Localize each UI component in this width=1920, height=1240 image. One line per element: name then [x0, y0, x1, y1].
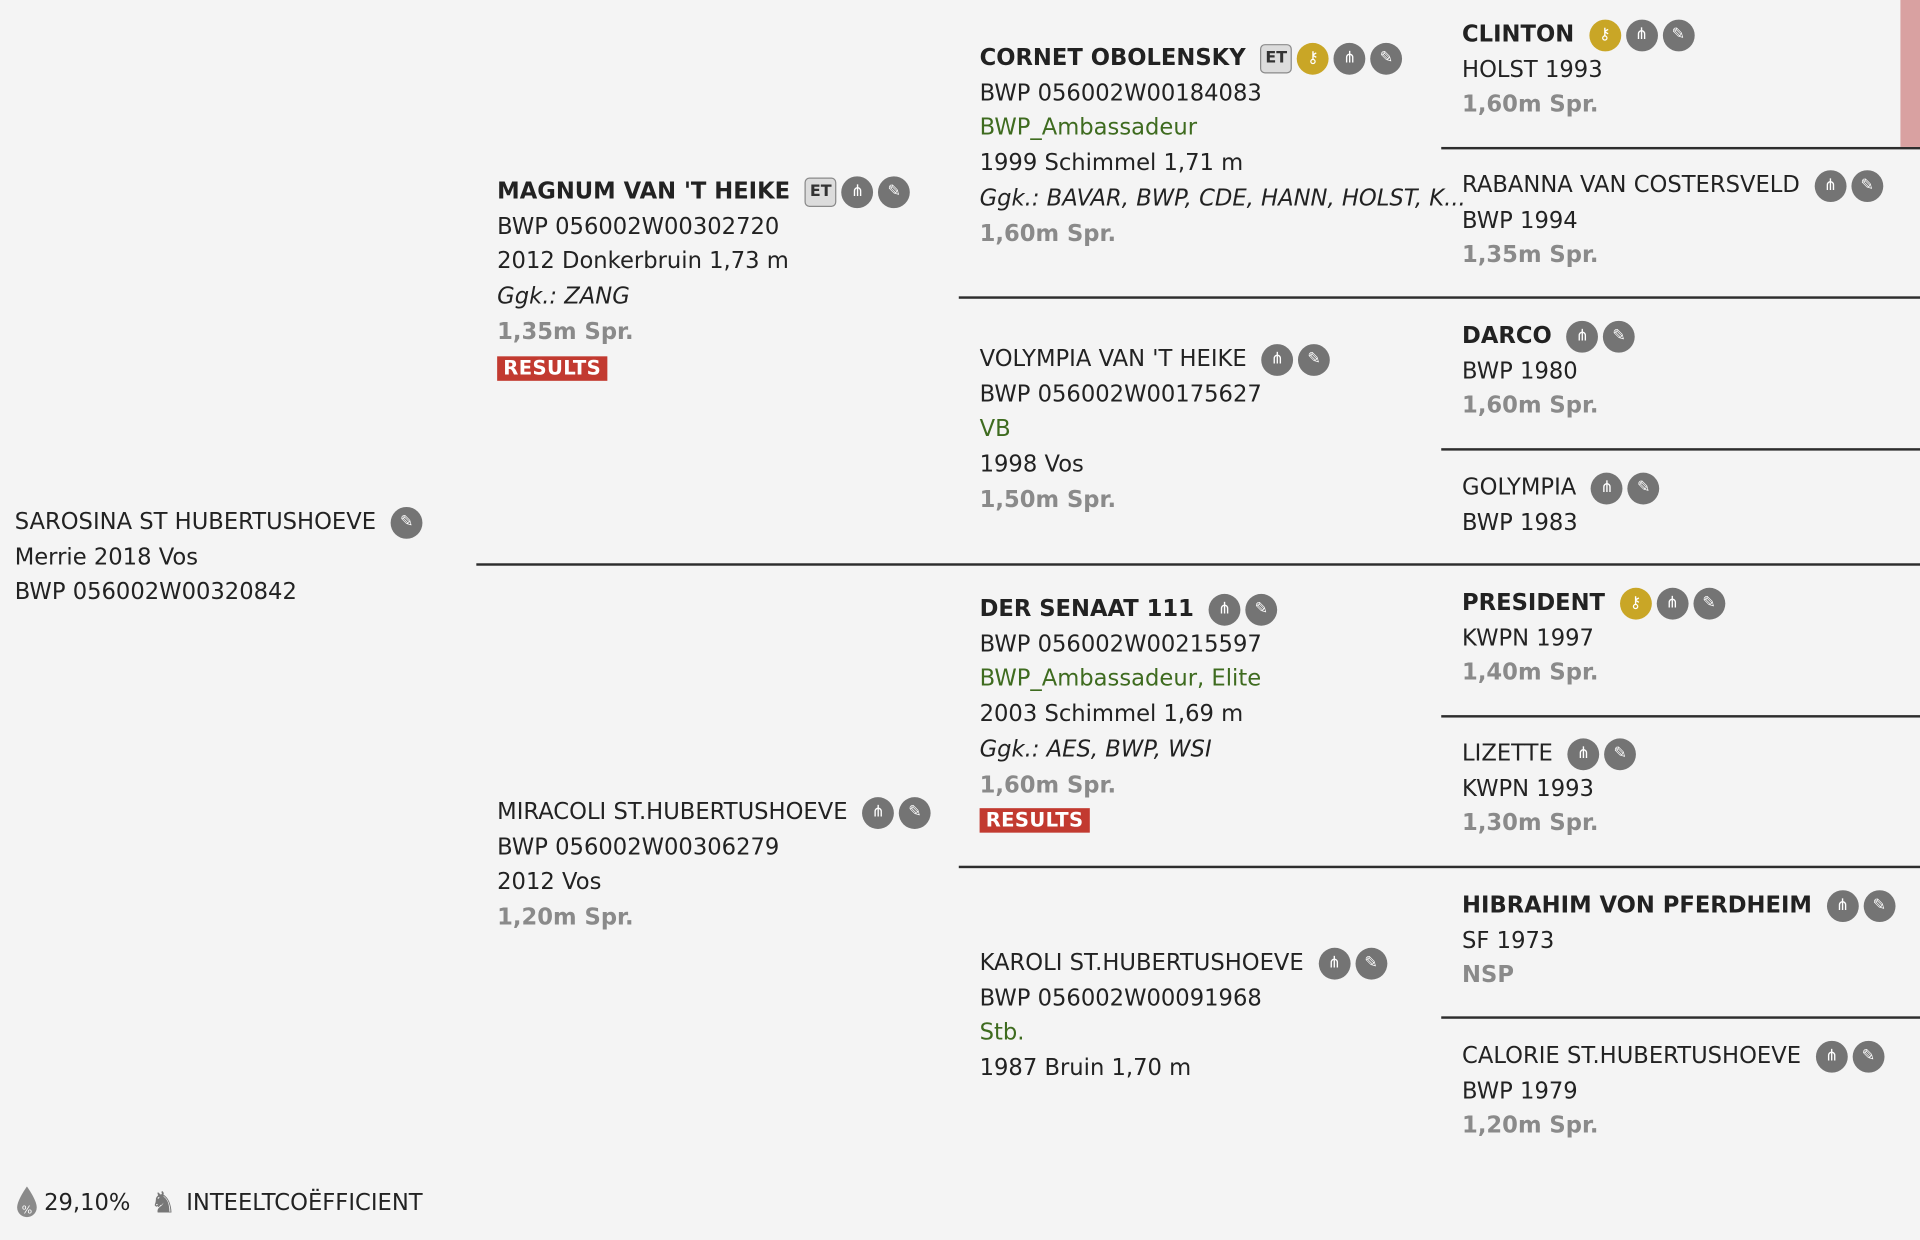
- edit-icon[interactable]: ✎: [1604, 739, 1636, 771]
- pedigree-tree-icon[interactable]: ⋔: [1626, 20, 1658, 52]
- inbreeding-label[interactable]: INTEELTCOËFFICIENT: [186, 1189, 423, 1216]
- scrollbar-thumb[interactable]: [1900, 0, 1920, 147]
- sire-registration: BWP 056002W00302720: [497, 213, 780, 240]
- pedigree-tree-icon[interactable]: ⋔: [1815, 171, 1847, 203]
- pedigree-tree-icon[interactable]: ⋔: [842, 177, 874, 209]
- divider: [1441, 715, 1920, 717]
- pedigree-tree-icon[interactable]: ⋔: [1567, 739, 1599, 771]
- divider: [959, 296, 1920, 298]
- edit-icon[interactable]: ✎: [1863, 891, 1895, 923]
- divider: [1441, 147, 1920, 149]
- edit-icon[interactable]: ✎: [878, 177, 910, 209]
- horse-registration: BWP 056002W00184083: [979, 80, 1262, 107]
- granddam-maternal: [980, 947, 1387, 1088]
- key-icon[interactable]: ⚷: [1620, 588, 1652, 620]
- horse-predicate: BWP_Ambassadeur: [979, 115, 1198, 142]
- edit-icon[interactable]: ✎: [1851, 171, 1883, 203]
- pedigree-tree-icon[interactable]: ⋔: [1816, 1041, 1848, 1073]
- dam: [497, 796, 931, 937]
- edit-icon[interactable]: ✎: [391, 507, 423, 539]
- et-badge-icon: ET: [805, 178, 837, 207]
- horse-icon: ♞: [150, 1185, 177, 1220]
- ancestor-gen3: [1462, 18, 1694, 123]
- grandsire-maternal: [980, 593, 1278, 839]
- horse-name[interactable]: CLINTON: [1462, 22, 1575, 48]
- sire-studbooks: Ggk.: ZANG: [497, 284, 630, 310]
- divider: [476, 563, 1920, 565]
- edit-icon[interactable]: ✎: [1371, 43, 1403, 75]
- divider: [1441, 448, 1920, 450]
- ancestor-gen3: [1462, 169, 1883, 274]
- horse-info: BWP 1994: [1462, 207, 1578, 234]
- key-icon[interactable]: ⚷: [1297, 43, 1329, 75]
- horse-name[interactable]: DER SENAAT 111: [979, 596, 1194, 623]
- horse-registration: BWP 056002W00175627: [979, 381, 1262, 408]
- svg-text:%: %: [21, 1203, 33, 1217]
- horse-predicate: BWP_Ambassadeur, Elite: [979, 666, 1262, 693]
- edit-icon[interactable]: ✎: [1662, 20, 1694, 52]
- ancestor-gen3: [1462, 737, 1636, 842]
- results-button[interactable]: RESULTS: [980, 808, 1090, 832]
- pedigree-tree-icon[interactable]: ⋔: [862, 798, 894, 830]
- horse-jumping-level: 1,50m Spr.: [979, 487, 1117, 513]
- sire-info: 2012 Donkerbruin 1,73 m: [497, 249, 789, 275]
- edit-icon[interactable]: ✎: [1852, 1041, 1884, 1073]
- sire: [497, 175, 910, 386]
- horse-jumping-level: 1,20m Spr.: [1462, 1113, 1599, 1140]
- pedigree-tree-icon[interactable]: ⋔: [1334, 43, 1366, 75]
- pedigree-tree-icon[interactable]: ⋔: [1827, 891, 1859, 923]
- dam-jumping-level: 1,20m Spr.: [497, 905, 634, 931]
- results-button[interactable]: RESULTS: [497, 356, 607, 380]
- horse-jumping-level: NSP: [1462, 962, 1514, 989]
- edit-icon[interactable]: ✎: [1628, 473, 1660, 505]
- horse-info: 2003 Schimmel 1,69 m: [979, 701, 1244, 728]
- subject-horse: [15, 506, 423, 611]
- horse-info: 1987 Bruin 1,70 m: [979, 1055, 1192, 1082]
- horse-info: 1999 Schimmel 1,71 m: [979, 150, 1244, 177]
- horse-registration: BWP 056002W00215597: [979, 631, 1262, 658]
- edit-icon[interactable]: ✎: [1245, 594, 1277, 626]
- dam-info: 2012 Vos: [497, 869, 602, 896]
- horse-studbooks: Ggk.: BAVAR, BWP, CDE, HANN, HOLST, K...: [979, 185, 1466, 212]
- horse-name[interactable]: HIBRAHIM VON PFERDHEIM: [1462, 892, 1812, 919]
- horse-predicate: VB: [979, 416, 1011, 443]
- horse-jumping-level: 1,60m Spr.: [1462, 393, 1599, 420]
- horse-name[interactable]: CORNET OBOLENSKY: [979, 45, 1246, 72]
- horse-name[interactable]: VOLYMPIA VAN 'T HEIKE: [979, 346, 1247, 373]
- ancestor-gen3: [1462, 587, 1725, 692]
- horse-name[interactable]: PRESIDENT: [1462, 590, 1606, 616]
- key-icon[interactable]: ⚷: [1589, 20, 1621, 52]
- inbreeding-footer: [15, 1185, 423, 1219]
- horse-name[interactable]: RABANNA VAN COSTERSVELD: [1462, 172, 1800, 199]
- ancestor-gen3: [1462, 1040, 1884, 1145]
- horse-jumping-level: 1,60m Spr.: [1462, 92, 1599, 119]
- horse-jumping-level: 1,60m Spr.: [979, 221, 1117, 247]
- subject-name[interactable]: SAROSINA ST HUBERTUSHOEVE: [14, 509, 377, 536]
- ancestor-gen3: [1462, 320, 1635, 425]
- pedigree-tree-icon[interactable]: ⋔: [1566, 321, 1598, 353]
- horse-info: BWP 1983: [1462, 510, 1578, 536]
- horse-studbooks: Ggk.: AES, BWP, WSI: [979, 736, 1212, 763]
- horse-jumping-level: 1,60m Spr.: [979, 772, 1117, 798]
- sire-jumping-level: 1,35m Spr.: [497, 319, 634, 346]
- horse-info: BWP 1979: [1462, 1078, 1578, 1105]
- horse-jumping-level: 1,40m Spr.: [1462, 660, 1599, 687]
- edit-icon[interactable]: ✎: [1298, 345, 1330, 377]
- horse-info: HOLST 1993: [1462, 57, 1603, 83]
- granddam-paternal: [980, 343, 1330, 519]
- divider: [1441, 1016, 1920, 1018]
- dam-registration: BWP 056002W00306279: [497, 834, 780, 861]
- subject-sex-year-color: Merrie 2018 Vos: [14, 544, 199, 571]
- divider: [959, 866, 1920, 868]
- horse-name[interactable]: DARCO: [1462, 323, 1552, 349]
- horse-name[interactable]: KAROLI ST.HUBERTUSHOEVE: [979, 950, 1304, 976]
- horse-name[interactable]: CALORIE ST.HUBERTUSHOEVE: [1462, 1043, 1802, 1069]
- edit-icon[interactable]: ✎: [1355, 948, 1387, 980]
- subject-registration: BWP 056002W00320842: [14, 579, 297, 606]
- horse-registration: BWP 056002W00091968: [979, 985, 1262, 1012]
- edit-icon[interactable]: ✎: [1693, 588, 1725, 620]
- horse-info: 1998 Vos: [979, 451, 1084, 478]
- ancestor-gen3: [1462, 889, 1895, 994]
- horse-info: BWP 1980: [1462, 358, 1578, 385]
- pedigree-tree-icon[interactable]: ⋔: [1261, 345, 1293, 377]
- inbreeding-percentage: 29,10%: [44, 1189, 131, 1216]
- horse-info: KWPN 1997: [1462, 625, 1594, 652]
- dam-name[interactable]: MIRACOLI ST.HUBERTUSHOEVE: [497, 799, 848, 826]
- horse-name[interactable]: GOLYMPIA: [1462, 475, 1577, 501]
- pedigree-tree-icon[interactable]: ⋔: [1209, 594, 1241, 626]
- drop-percent-icon: [15, 1185, 39, 1219]
- pedigree-tree-icon[interactable]: ⋔: [1591, 473, 1623, 505]
- sire-name[interactable]: MAGNUM VAN 'T HEIKE: [497, 178, 791, 205]
- horse-jumping-level: 1,35m Spr.: [1462, 242, 1599, 269]
- edit-icon[interactable]: ✎: [899, 798, 931, 830]
- horse-info: SF 1973: [1462, 927, 1555, 954]
- edit-icon[interactable]: ✎: [1603, 321, 1635, 353]
- et-badge-icon: ET: [1260, 45, 1292, 74]
- horse-info: KWPN 1993: [1462, 775, 1594, 802]
- pedigree-tree-icon[interactable]: ⋔: [1656, 588, 1688, 620]
- horse-name[interactable]: LIZETTE: [1462, 740, 1553, 767]
- ancestor-gen3: [1462, 471, 1659, 541]
- horse-jumping-level: 1,30m Spr.: [1462, 811, 1599, 837]
- grandsire-paternal: [980, 42, 1466, 253]
- pedigree-tree-icon[interactable]: ⋔: [1318, 948, 1350, 980]
- horse-predicate: Stb.: [979, 1020, 1025, 1047]
